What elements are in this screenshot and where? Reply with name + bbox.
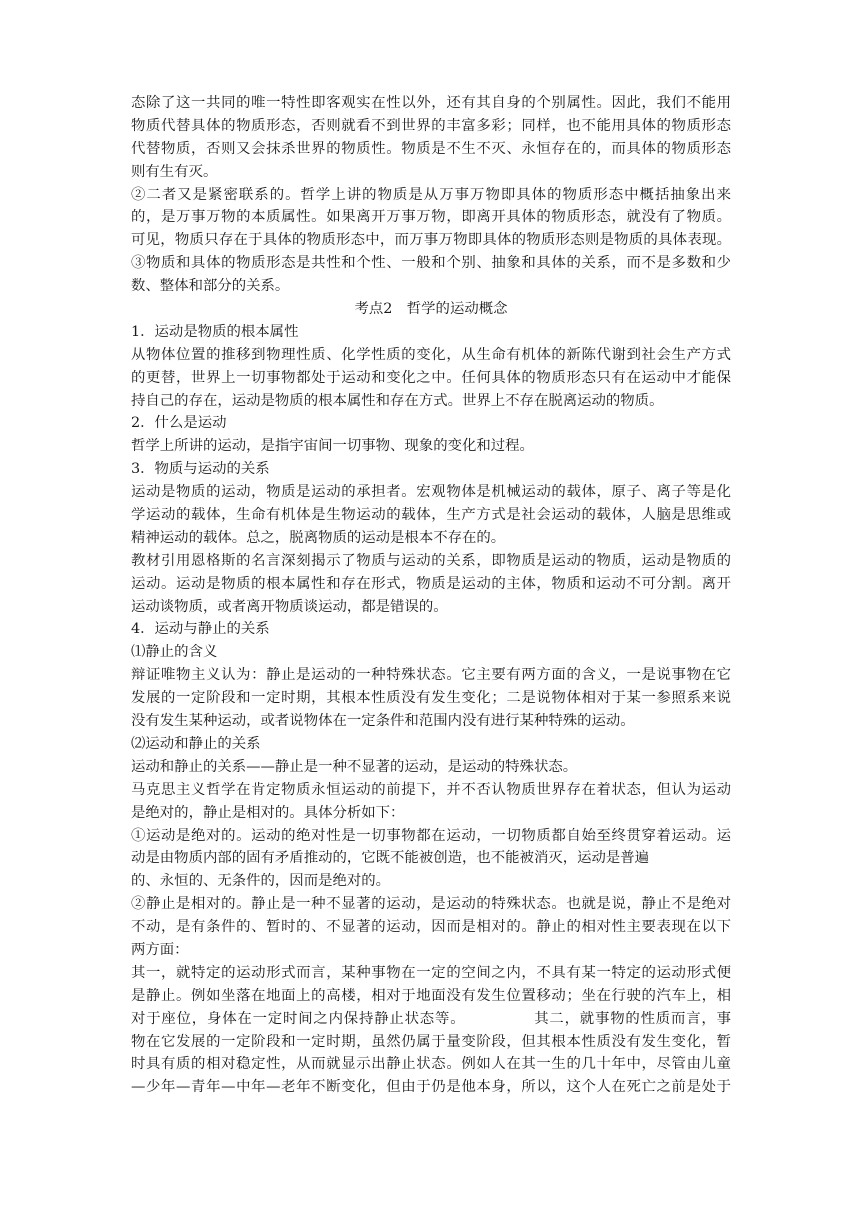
text-line: 2．什么是运动 bbox=[131, 415, 227, 432]
text-line: 运动。运动是物质的根本属性和存在形式，物质是运动的主体，物质和运动不可分割。离开 bbox=[131, 575, 731, 592]
text-line: 从物体位置的推移到物理性质、化学性质的变化，从生命有机体的新陈代谢到社会生产方式 bbox=[131, 346, 731, 363]
text-line: 对于座位，身体在一定时间之内保持静止状态等。 其二，就事物的性质而言，事 bbox=[131, 1010, 731, 1027]
text-line: —少年—青年—中年—老年不断变化，但由于仍是他本身，所以，这个人在死亡之前是处于 bbox=[131, 1079, 731, 1096]
text-line: 发展的一定阶段和一定时期，其根本性质没有发生变化；二是说物体相对于某一参照系来说 bbox=[131, 690, 731, 707]
text-line: 4．运动与静止的关系 bbox=[131, 621, 270, 638]
text-line: 辩证唯物主义认为：静止是运动的一种特殊状态。它主要有两方面的含义，一是说事物在它 bbox=[131, 667, 731, 684]
text-line: ⑵运动和静止的关系 bbox=[131, 735, 261, 752]
text-line: 时具有质的相对稳定性，从而就显示出静止状态。例如人在其一生的几十年中，尽管由儿童 bbox=[131, 1056, 731, 1073]
text-line: 物在它发展的一定阶段和一定时期，虽然仍属于量变阶段，但其根本性质没有发生变化，暂 bbox=[131, 1033, 731, 1050]
text-line: ②静止是相对的。静止是一种不显著的运动，是运动的特殊状态。也就是说，静止不是绝对 bbox=[131, 896, 731, 913]
text-line: ①运动是绝对的。运动的绝对性是一切事物都在运动，一切物质都自始至终贯穿着运动。运 bbox=[131, 827, 731, 844]
text-line: 其一，就特定的运动形式而言，某种事物在一定的空间之内，不具有某一特定的运动形式便 bbox=[131, 964, 731, 981]
text-line: 是静止。例如坐落在地面上的高楼，相对于地面没有发生位置移动；坐在行驶的汽车上，相 bbox=[131, 987, 731, 1004]
text-line: 3．物质与运动的关系 bbox=[131, 461, 270, 478]
text-line: 1．运动是物质的根本属性 bbox=[131, 323, 299, 340]
text-line: ③物质和具体的物质形态是共性和个性、一般和个别、抽象和具体的关系，而不是多数和少 bbox=[131, 255, 731, 272]
text-line: 持自己的存在，运动是物质的根本属性和存在方式。世界上不存在脱离运动的物质。 bbox=[131, 392, 664, 409]
text-line: 物质代替具体的物质形态，否则就看不到世界的丰富多彩；同样，也不能用具体的物质形态 bbox=[131, 117, 731, 134]
text-line: 是绝对的，静止是相对的。具体分析如下： bbox=[131, 804, 405, 821]
text-line: 马克思主义哲学在肯定物质永恒运动的前提下，并不否认物质世界存在着状态，但认为运动 bbox=[131, 781, 731, 798]
text-line: 教材引用恩格斯的名言深刻揭示了物质与运动的关系，即物质是运动的物质，运动是物质的 bbox=[131, 552, 731, 569]
text-line: 精神运动的载体。总之，脱离物质的运动是根本不存在的。 bbox=[131, 529, 506, 546]
document-body bbox=[131, 92, 731, 1099]
text-line: ⑴静止的含义 bbox=[131, 644, 218, 661]
text-line: 哲学上所讲的运动，是指宇宙间一切事物、现象的变化和过程。 bbox=[131, 438, 534, 455]
text-line: ②二者又是紧密联系的。哲学上讲的物质是从万事万物即具体的物质形态中概括抽象出来 bbox=[131, 186, 731, 203]
text-line: 的，是万事万物的本质属性。如果离开万事万物，即离开具体的物质形态，就没有了物质。 bbox=[131, 209, 731, 226]
text-line: 两方面： bbox=[131, 941, 189, 958]
text-line: 的、永恒的、无条件的，因而是绝对的。 bbox=[131, 873, 391, 890]
text-line: 态除了这一共同的唯一特性即客观实在性以外，还有其自身的个别属性。因此，我们不能用 bbox=[131, 95, 731, 111]
text-line: 数、整体和部分的关系。 bbox=[131, 278, 290, 295]
text-line: 可见，物质只存在于具体的物质形态中，而万事万物即具体的物质形态则是物质的具体表现。 bbox=[131, 232, 731, 249]
text-line: 没有发生某种运动，或者说物体在一定条件和范围内没有进行某种特殊的运动。 bbox=[131, 713, 635, 730]
text-line: 运动和静止的关系——静止是一种不显著的运动，是运动的特殊状态。 bbox=[131, 758, 578, 775]
text-line: 代替物质，否则又会抹杀世界的物质性。物质是不生不灭、永恒存在的，而具体的物质形态 bbox=[131, 140, 731, 157]
text-line: 运动是物质的运动，物质是运动的承担者。宏观物体是机械运动的载体，原子、离子等是化 bbox=[131, 484, 731, 501]
text-line: 不动，是有条件的、暂时的、不显著的运动，因而是相对的。静止的相对性主要表现在以下 bbox=[131, 919, 731, 936]
section-heading: 考点2 哲学的运动概念 bbox=[354, 301, 508, 318]
text-line: 则有生有灭。 bbox=[131, 163, 218, 180]
text-line: 动是由物质内部的固有矛盾推动的，它既不能被创造，也不能被消灭，运动是普遍 bbox=[131, 850, 650, 867]
text-line: 的更替，世界上一切事物都处于运动和变化之中。任何具体的物质形态只有在运动中才能保 bbox=[131, 369, 731, 386]
text-line: 学运动的载体，生命有机体是生物运动的载体，生产方式是社会运动的载体，人脑是思维或 bbox=[131, 507, 731, 524]
text-line: 运动谈物质，或者离开物质谈运动，都是错误的。 bbox=[131, 598, 448, 615]
